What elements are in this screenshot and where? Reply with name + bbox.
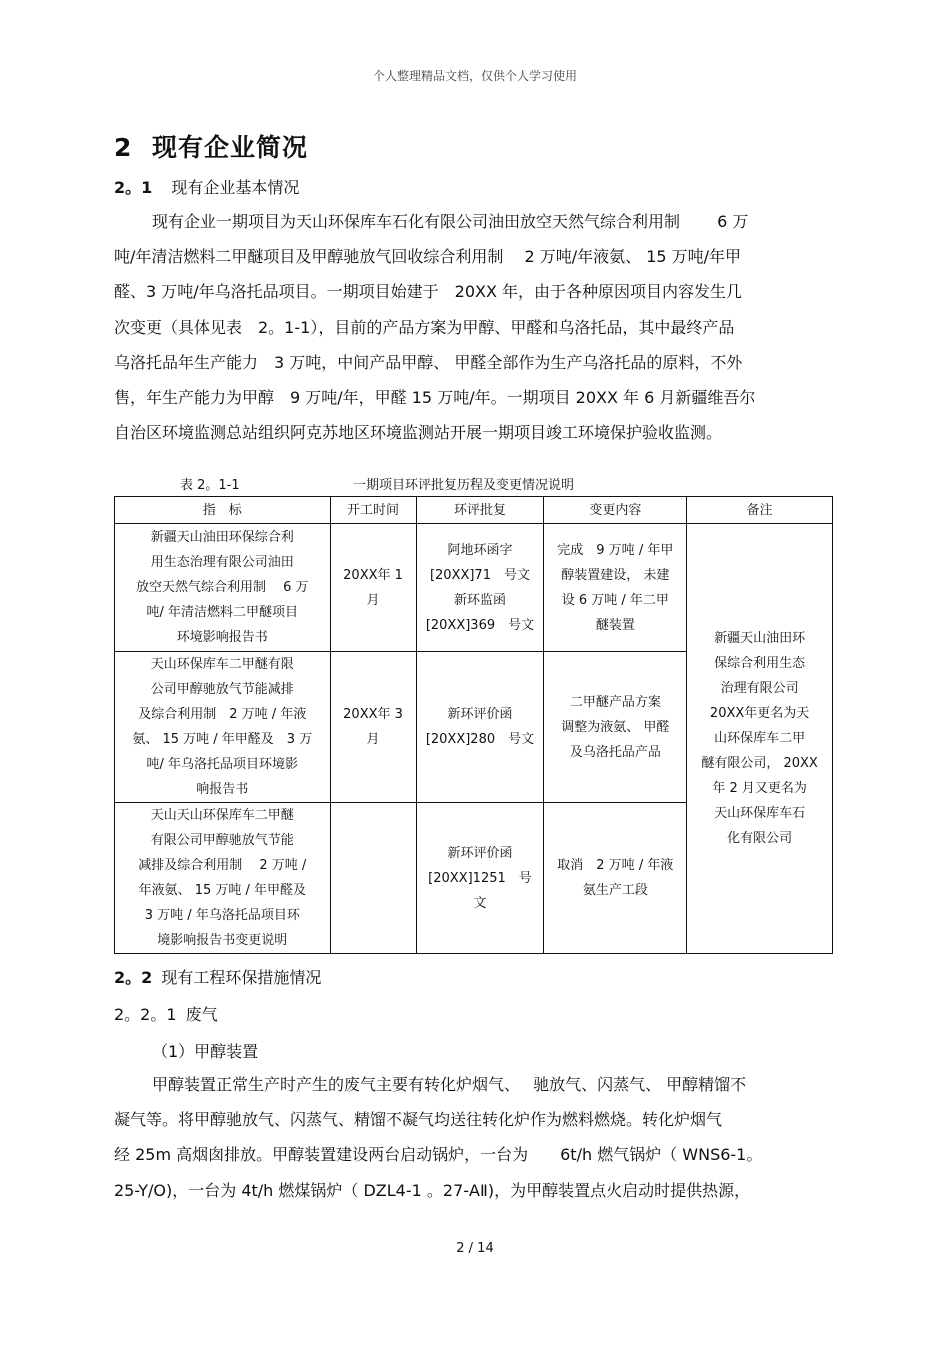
table-caption bbox=[180, 474, 575, 493]
cell-line: [20XX]71 号文 bbox=[429, 567, 530, 583]
cell-line: 醚有限公司， 20XX bbox=[701, 756, 818, 771]
cell-line: 设 6 万吨 / 年二甲 bbox=[561, 592, 669, 608]
paragraph-line: 甲醇装置正常生产时产生的废气主要有转化炉烟气、 驰放气、闪蒸气、 甲醇精馏不 bbox=[152, 1075, 747, 1094]
cell-line: [20XX]280 号文 bbox=[425, 732, 535, 747]
cell-line: 氨、 15 万吨 / 年甲醛及 3 万 bbox=[132, 732, 313, 747]
cell-line: 调整为液氨、 甲醛 bbox=[561, 719, 670, 735]
section-heading bbox=[114, 128, 308, 164]
cell-line: 放空天然气综合利用制 6 万 bbox=[136, 580, 309, 595]
indicator-cell bbox=[115, 652, 331, 803]
cell-line: 二甲醚产品方案 bbox=[569, 694, 661, 710]
start-time-cell bbox=[330, 524, 416, 652]
subsubsection-heading-2-2-1 bbox=[114, 1002, 218, 1025]
cell-line: 完成 9 万吨 / 年甲 bbox=[557, 542, 674, 558]
cell-line: 新疆天山油田环保综合利 bbox=[150, 530, 294, 545]
subsection-title: 现有工程环保措施情况 bbox=[161, 968, 322, 987]
approval-history-table bbox=[114, 496, 833, 954]
cell-line: 天山天山环保库车二甲醚 bbox=[150, 808, 294, 823]
cell-line: 及乌洛托品产品 bbox=[569, 744, 661, 760]
subsection-number: 2。1 bbox=[114, 178, 153, 197]
cell-line: 年液氨、 15 万吨 / 年甲醛及 bbox=[138, 883, 307, 898]
cell-line: 化有限公司 bbox=[727, 831, 793, 846]
header-cell: 备注 bbox=[687, 497, 833, 524]
paragraph-2 bbox=[114, 1067, 834, 1208]
cell-line: 山环保库车二甲 bbox=[714, 731, 806, 746]
table-caption-number: 表 2。1-1 bbox=[180, 478, 240, 493]
approval-cell bbox=[416, 652, 544, 803]
cell-line: 取消 2 万吨 / 年液 bbox=[557, 858, 674, 873]
approval-cell bbox=[416, 524, 544, 652]
cell-line: 公司甲醇驰放气节能减排 bbox=[150, 682, 294, 697]
header-cell: 开工时间 bbox=[330, 497, 416, 524]
paragraph-line: 吨/年清洁燃料二甲醚项目及甲醇驰放气回收综合利用制 2 万吨/年液氨、 15 万吨/年甲 bbox=[114, 247, 742, 267]
cell-line: 20XX年 3 bbox=[343, 707, 403, 722]
cell-line: 响报告书 bbox=[196, 782, 249, 797]
paragraph-line: 25-Y/O)，一台为 4t/h 燃煤锅炉（ DZL4-1 。27-AⅡ)，为甲醇装置点火启动时提供热源， bbox=[114, 1180, 751, 1200]
paragraph-line: 售，年生产能力为甲醇 9 万吨/年，甲醛 15 万吨/年。一期项目 20XX 年 6 月新疆维吾尔 bbox=[114, 388, 756, 408]
cell-line: 吨/ 年清洁燃料二甲醚项目 bbox=[146, 605, 299, 620]
section-number: 2 bbox=[114, 133, 133, 162]
subsection-title: 现有企业基本情况 bbox=[171, 178, 300, 197]
cell-line: 新环评价函 bbox=[447, 845, 513, 861]
cell-line: 减排及综合利用制 2 万吨 / bbox=[138, 858, 307, 873]
indicator-cell bbox=[115, 803, 331, 954]
subsection-heading-2-2 bbox=[114, 965, 321, 988]
subsection-heading-2-1 bbox=[114, 175, 299, 198]
cell-line: 有限公司甲醇驰放气节能 bbox=[150, 833, 294, 848]
cell-line: 新环监函 bbox=[453, 592, 506, 608]
cell-line: 新疆天山油田环 bbox=[714, 631, 806, 646]
paragraph-line: 经 25m 高烟囱排放。甲醇装置建设两台启动锅炉，一台为 6t/h 燃气锅炉（ WNS6-1。 bbox=[114, 1145, 763, 1165]
cell-line: 阿地环函字 bbox=[447, 542, 513, 558]
subsection-number: 2。2 bbox=[114, 968, 153, 987]
paragraph-line: 现有企业一期项目为天山环保库车石化有限公司油田放空天然气综合利用制 6 万 bbox=[152, 212, 749, 231]
cell-line: 境影响报告书变更说明 bbox=[157, 933, 288, 948]
table-header-row bbox=[115, 497, 833, 524]
cell-line: 月 bbox=[366, 592, 380, 608]
header-cell: 指 标 bbox=[115, 497, 331, 524]
paragraph-line: 自治区环境监测总站组织阿克苏地区环境监测站开展一期项目竣工环境保护验收监测。 bbox=[114, 423, 723, 443]
cell-line: 年 2 月又更名为 bbox=[712, 781, 807, 796]
cell-line: 文 bbox=[473, 895, 487, 911]
cell-line: 20XX年更名为天 bbox=[709, 706, 810, 721]
cell-line: 醇装置建设， 未建 bbox=[561, 567, 670, 583]
paragraph-line: 乌洛托品年生产能力 3 万吨，中间产品甲醇、 甲醛全部作为生产乌洛托品的原料，不外 bbox=[114, 352, 743, 372]
section-title: 现有企业简况 bbox=[152, 133, 309, 162]
cell-line: 治理有限公司 bbox=[720, 681, 799, 696]
paragraph-line: 次变更（具体见表 2。1-1），目前的产品方案为甲醇、甲醛和乌洛托品，其中最终产品 bbox=[114, 317, 735, 337]
cell-line: 20XX年 1 bbox=[343, 567, 403, 583]
cell-line: 新环评价函 bbox=[447, 707, 513, 722]
paragraph-1 bbox=[114, 204, 834, 450]
change-cell bbox=[544, 652, 687, 803]
cell-line: 氨生产工段 bbox=[582, 883, 648, 898]
header-note: 个人整理精品文档，仅供个人学习使用 bbox=[372, 69, 577, 83]
cell-line: 及综合利用制 2 万吨 / 年液 bbox=[138, 707, 307, 722]
item-heading-methanol: （1）甲醇装置 bbox=[152, 1042, 259, 1061]
approval-cell bbox=[416, 803, 544, 954]
indicator-cell bbox=[115, 524, 331, 652]
cell-line: 天山环保库车石 bbox=[714, 806, 806, 821]
cell-line: 用生态治理有限公司油田 bbox=[150, 555, 294, 570]
paragraph-line: 凝气等。将甲醇驰放气、闪蒸气、精馏不凝气均送往转化炉作为燃料燃烧。转化炉烟气 bbox=[114, 1110, 723, 1130]
start-time-cell bbox=[330, 803, 416, 954]
cell-line: 醚装置 bbox=[595, 617, 635, 633]
cell-line: [20XX]1251 号 bbox=[428, 870, 532, 886]
table-row bbox=[115, 524, 833, 652]
header-cell: 变更内容 bbox=[544, 497, 687, 524]
subsubsection-title: 废气 bbox=[185, 1005, 218, 1024]
cell-line: 月 bbox=[366, 732, 380, 747]
cell-line: 吨/ 年乌洛托品项目环境影 bbox=[146, 757, 299, 772]
subsubsection-number: 2。2。1 bbox=[114, 1005, 177, 1024]
cell-line: [20XX]369 号文 bbox=[425, 617, 535, 633]
cell-line: 环境影响报告书 bbox=[176, 630, 268, 645]
cell-line: 保综合利用生态 bbox=[714, 656, 806, 671]
header-cell: 环评批复 bbox=[416, 497, 544, 524]
cell-line: 天山环保库车二甲醚有限 bbox=[150, 657, 294, 672]
page-number: 2 / 14 bbox=[456, 1241, 494, 1256]
start-time-cell bbox=[330, 652, 416, 803]
paragraph-line: 醛、3 万吨/年乌洛托品项目。一期项目始建于 20XX 年，由于各种原因项目内容发生几 bbox=[114, 282, 743, 302]
change-cell bbox=[544, 803, 687, 954]
table-caption-title: 一期项目环评批复历程及变更情况说明 bbox=[353, 478, 575, 493]
change-cell bbox=[544, 524, 687, 652]
remark-cell bbox=[687, 524, 833, 954]
cell-line: 3 万吨 / 年乌洛托品项目环 bbox=[144, 908, 300, 923]
